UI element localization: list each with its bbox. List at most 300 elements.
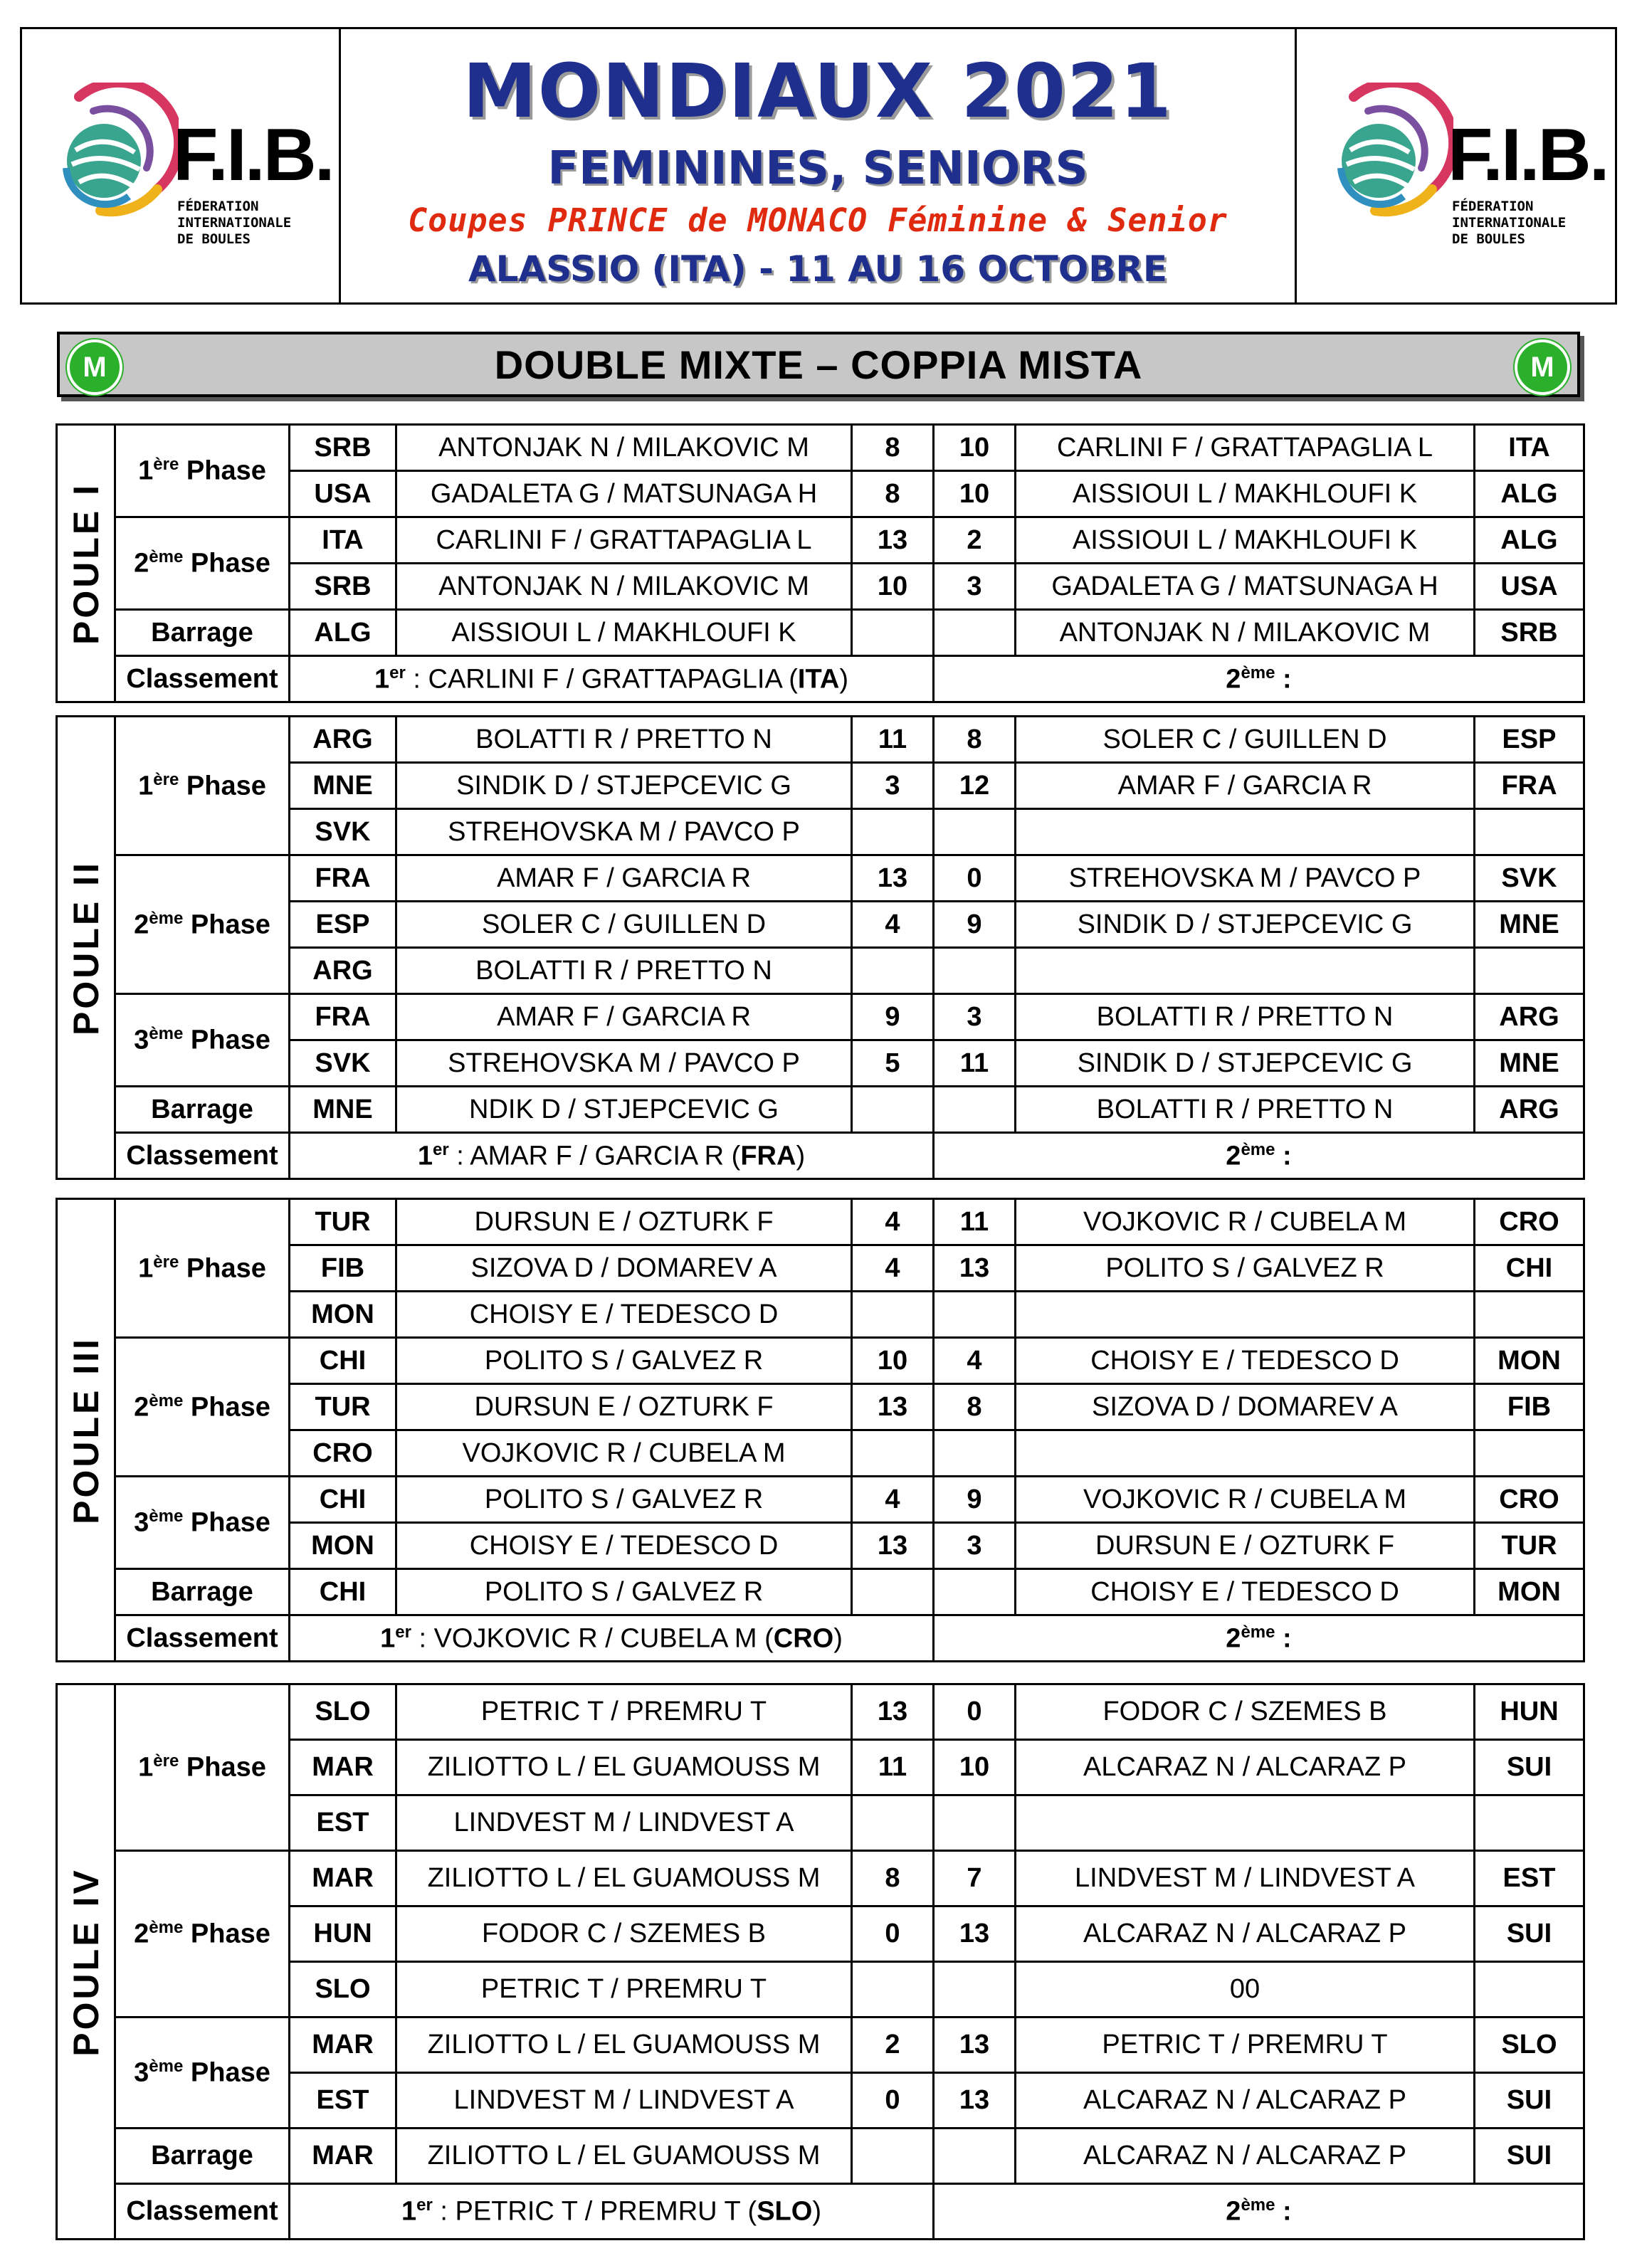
phase-number: 3 [134,2057,149,2088]
team-name-1: PETRIC T / PREMRU T [396,1684,852,1740]
score-1: 4 [852,1245,934,1292]
country-code-2: FIB [1475,1384,1584,1430]
match-row [57,1087,1584,1133]
country-code-1: CRO [290,1430,396,1477]
country-code-2: CHI [1475,1245,1584,1292]
team-name-2 [1016,948,1475,994]
team-name-1: BOLATTI R / PRETTO N [396,948,852,994]
fib-logo-right [1295,29,1615,302]
match-row [57,994,1584,1040]
first-team: : VOJKOVIC R / CUBELA M ( [411,1623,774,1654]
country-code-1: FRA [290,994,396,1040]
score-2 [934,1292,1016,1338]
country-code-2: SVK [1475,855,1584,902]
team-name-2: CHOISY E / TEDESCO D [1016,1569,1475,1615]
country-code-2 [1475,1430,1584,1477]
classement-second [934,2184,1584,2240]
cups-title: Coupes PRINCE de MONACO Féminine & Senior [408,201,1228,239]
score-1: 4 [852,902,934,948]
team-name-1: GADALETA G / MATSUNAGA H [396,471,852,517]
score-2 [934,1569,1016,1615]
first-team: : CARLINI F / GRATTAPAGLIA ( [405,664,798,695]
federation-name: FÉDERATION INTERNATIONALE DE BOULES [1452,199,1567,247]
match-row [57,1199,1584,1245]
team-name-2: CHOISY E / TEDESCO D [1016,1338,1475,1384]
phase-number: 2 [134,909,149,940]
country-code-1: MON [290,1523,396,1569]
score-2 [934,610,1016,656]
team-name-2 [1016,1292,1475,1338]
team-name-1: BOLATTI R / PRETTO N [396,717,852,763]
team-name-2: AISSIOUI L / MAKHLOUFI K [1016,517,1475,564]
phase-suffix: ème [149,1024,184,1044]
country-code-1: EST [290,2073,396,2129]
team-name-2: VOJKOVIC R / CUBELA M [1016,1199,1475,1245]
score-1: 13 [852,517,934,564]
section-banner [57,332,1580,397]
score-1: 13 [852,1684,934,1740]
phase-number: 3 [134,1507,149,1538]
first-ordinal: 1 [401,2196,417,2227]
country-code-1: HUN [290,1906,396,1962]
phase-label [115,2018,290,2129]
phase-label [115,855,290,994]
first-close: ) [796,1141,806,1171]
team-name-1: AISSIOUI L / MAKHLOUFI K [396,610,852,656]
team-name-1: ZILIOTTO L / EL GUAMOUSS M [396,1851,852,1906]
team-name-1: DURSUN E / OZTURK F [396,1199,852,1245]
team-name-2: AISSIOUI L / MAKHLOUFI K [1016,471,1475,517]
score-1: 3 [852,763,934,809]
header-titles [341,29,1295,302]
first-suffix: er [416,2195,433,2215]
team-name-2: SINDIK D / STJEPCEVIC G [1016,1040,1475,1087]
score-1: 13 [852,855,934,902]
match-row [57,1338,1584,1384]
score-1: 11 [852,1740,934,1795]
first-ordinal: 1 [374,664,390,695]
team-name-1: POLITO S / GALVEZ R [396,1477,852,1523]
team-name-2: ALCARAZ N / ALCARAZ P [1016,1906,1475,1962]
team-name-1: VOJKOVIC R / CUBELA M [396,1430,852,1477]
match-row [57,1684,1584,1740]
team-name-2: 00 [1016,1962,1475,2018]
first-team: : PETRIC T / PREMRU T ( [432,2196,757,2227]
country-code-1: FIB [290,1245,396,1292]
second-team: : [1275,2196,1292,2227]
poule-name [57,1684,115,2240]
team-name-1: AMAR F / GARCIA R [396,994,852,1040]
score-2 [934,1962,1016,2018]
team-name-1: ANTONJAK N / MILAKOVIC M [396,564,852,610]
match-row [57,2129,1584,2184]
barrage-label: Barrage [115,1569,290,1615]
score-2: 8 [934,1384,1016,1430]
score-2: 4 [934,1338,1016,1384]
phase-label [115,1684,290,1851]
phase-label [115,717,290,855]
phase-number: 3 [134,1025,149,1055]
phase-word: Phase [190,1919,270,1949]
phase-suffix: ème [149,2057,184,2077]
country-code-2 [1475,1292,1584,1338]
country-code-1: SVK [290,1040,396,1087]
score-1: 10 [852,1338,934,1384]
team-name-2: GADALETA G / MATSUNAGA H [1016,564,1475,610]
country-code-2: FRA [1475,763,1584,809]
score-2: 8 [934,717,1016,763]
score-1: 8 [852,471,934,517]
mixte-badge-right: M [1515,339,1570,395]
country-code-1: EST [290,1795,396,1851]
country-code-2: CRO [1475,1477,1584,1523]
team-name-1: FODOR C / SZEMES B [396,1906,852,1962]
country-code-2: SUI [1475,1740,1584,1795]
country-code-1: MAR [290,1740,396,1795]
phase-word: Phase [186,455,266,486]
poule-name-label: POULE II [65,860,106,1035]
team-name-2: BOLATTI R / PRETTO N [1016,994,1475,1040]
team-name-2: ALCARAZ N / ALCARAZ P [1016,2073,1475,2129]
second-team: : [1275,664,1292,695]
team-name-1: ZILIOTTO L / EL GUAMOUSS M [396,2018,852,2073]
team-name-2: SINDIK D / STJEPCEVIC G [1016,902,1475,948]
score-1: 8 [852,425,934,471]
team-name-2: STREHOVSKA M / PAVCO P [1016,855,1475,902]
score-2: 7 [934,1851,1016,1906]
country-code-1: SRB [290,564,396,610]
poule-name [57,425,115,702]
country-code-1: MNE [290,763,396,809]
classement-label: Classement [115,1133,290,1179]
country-code-1: ITA [290,517,396,564]
team-name-2: VOJKOVIC R / CUBELA M [1016,1477,1475,1523]
country-code-2: SRB [1475,610,1584,656]
phase-label [115,1477,290,1569]
match-row [57,717,1584,763]
score-1 [852,948,934,994]
team-name-2: AMAR F / GARCIA R [1016,763,1475,809]
country-code-1: CHI [290,1477,396,1523]
team-name-1: NDIK D / STJEPCEVIC G [396,1087,852,1133]
score-2: 11 [934,1199,1016,1245]
score-1 [852,1569,934,1615]
classement-label: Classement [115,1615,290,1662]
classement-row [57,656,1584,702]
fib-logo-text: F.I.B. [173,114,333,196]
phase-word: Phase [190,1392,270,1423]
event-location: ALASSIO (ITA) - 11 AU 16 OCTOBRE [468,248,1168,290]
country-code-1: SRB [290,425,396,471]
phase-number: 2 [134,1392,149,1423]
score-2: 10 [934,1740,1016,1795]
poule-name-label: POULE III [65,1336,106,1524]
barrage-label: Barrage [115,1087,290,1133]
phase-label [115,425,290,517]
country-code-2: SLO [1475,2018,1584,2073]
match-row [57,1569,1584,1615]
score-1 [852,2129,934,2184]
phase-suffix: ère [153,1252,179,1272]
first-suffix: er [433,1139,449,1159]
score-2: 13 [934,2073,1016,2129]
team-name-1: STREHOVSKA M / PAVCO P [396,1040,852,1087]
score-2: 2 [934,517,1016,564]
team-name-2: ANTONJAK N / MILAKOVIC M [1016,610,1475,656]
second-suffix: ème [1241,663,1275,682]
team-name-2: BOLATTI R / PRETTO N [1016,1087,1475,1133]
country-code-2 [1475,1962,1584,2018]
phase-label [115,1851,290,2018]
team-name-1: AMAR F / GARCIA R [396,855,852,902]
score-1: 8 [852,1851,934,1906]
fib-logo-left [22,29,341,302]
score-1: 10 [852,564,934,610]
first-close: ) [812,2196,821,2227]
classement-first [290,1133,934,1179]
country-code-2: MON [1475,1338,1584,1384]
fib-emblem-icon [51,83,179,218]
phase-word: Phase [190,2057,270,2088]
team-name-2: POLITO S / GALVEZ R [1016,1245,1475,1292]
score-2: 12 [934,763,1016,809]
score-1 [852,1962,934,2018]
team-name-1: CHOISY E / TEDESCO D [396,1523,852,1569]
first-suffix: er [395,1622,411,1642]
team-name-1: ANTONJAK N / MILAKOVIC M [396,425,852,471]
score-1: 9 [852,994,934,1040]
score-2 [934,809,1016,855]
country-code-2: MNE [1475,902,1584,948]
score-2 [934,1087,1016,1133]
match-row [57,1477,1584,1523]
team-name-1: ZILIOTTO L / EL GUAMOUSS M [396,1740,852,1795]
team-name-2: LINDVEST M / LINDVEST A [1016,1851,1475,1906]
country-code-2 [1475,1795,1584,1851]
classement-label: Classement [115,2184,290,2240]
country-code-2: CRO [1475,1199,1584,1245]
classement-row [57,1615,1584,1662]
country-code-2: ALG [1475,471,1584,517]
first-country: SLO [757,2196,813,2227]
score-2 [934,1430,1016,1477]
poule-name-label: POULE IV [65,1867,106,2057]
classement-first [290,2184,934,2240]
country-code-1: CHI [290,1338,396,1384]
classement-label: Classement [115,656,290,702]
team-name-2: DURSUN E / OZTURK F [1016,1523,1475,1569]
fib-logo-text: F.I.B. [1448,114,1608,196]
phase-suffix: ère [153,1751,179,1771]
federation-name: FÉDERATION INTERNATIONALE DE BOULES [177,199,292,247]
classement-second [934,1615,1584,1662]
country-code-2: MNE [1475,1040,1584,1087]
team-name-2 [1016,1795,1475,1851]
team-name-2: SOLER C / GUILLEN D [1016,717,1475,763]
phase-suffix: ème [149,908,184,928]
team-name-1: SOLER C / GUILLEN D [396,902,852,948]
country-code-2: ARG [1475,994,1584,1040]
phase-suffix: ère [153,455,179,475]
team-name-2: ALCARAZ N / ALCARAZ P [1016,1740,1475,1795]
country-code-2 [1475,948,1584,994]
first-ordinal: 1 [417,1141,433,1171]
score-2: 0 [934,1684,1016,1740]
second-ordinal: 2 [1226,664,1241,695]
second-ordinal: 2 [1226,2196,1241,2227]
team-name-2: ALCARAZ N / ALCARAZ P [1016,2129,1475,2184]
document-header [20,27,1617,305]
team-name-1: STREHOVSKA M / PAVCO P [396,809,852,855]
country-code-1: SVK [290,809,396,855]
score-1: 13 [852,1523,934,1569]
phase-word: Phase [190,1507,270,1538]
score-1 [852,610,934,656]
second-team: : [1275,1141,1292,1171]
team-name-1: PETRIC T / PREMRU T [396,1962,852,2018]
team-name-1: POLITO S / GALVEZ R [396,1338,852,1384]
team-name-2: FODOR C / SZEMES B [1016,1684,1475,1740]
phase-label [115,994,290,1087]
score-1: 5 [852,1040,934,1087]
classement-first [290,656,934,702]
phase-word: Phase [186,1253,266,1284]
score-1: 0 [852,2073,934,2129]
phase-suffix: ème [149,1391,184,1410]
phase-number: 1 [138,1752,154,1783]
country-code-2: ARG [1475,1087,1584,1133]
first-suffix: er [389,663,406,682]
phase-word: Phase [190,548,270,579]
team-name-2 [1016,1430,1475,1477]
first-country: ITA [797,664,840,695]
fib-emblem-icon [1325,83,1453,218]
country-code-2: ALG [1475,517,1584,564]
country-code-2: ESP [1475,717,1584,763]
score-2: 10 [934,471,1016,517]
page-subtitle: FEMININES, SENIORS [547,142,1088,195]
first-close: ) [839,664,848,695]
country-code-2: SUI [1475,2073,1584,2129]
phase-suffix: ème [149,1918,184,1938]
score-2: 9 [934,902,1016,948]
phase-number: 1 [138,1253,154,1284]
score-2: 3 [934,1523,1016,1569]
country-code-1: MAR [290,2018,396,2073]
country-code-1: ARG [290,717,396,763]
classement-second [934,1133,1584,1179]
score-2 [934,948,1016,994]
team-name-2 [1016,809,1475,855]
phase-word: Phase [190,909,270,940]
country-code-2: TUR [1475,1523,1584,1569]
country-code-2: SUI [1475,2129,1584,2184]
match-row [57,425,1584,471]
country-code-1: MAR [290,1851,396,1906]
second-suffix: ème [1241,1139,1275,1159]
poule-table [56,715,1585,1180]
score-2: 0 [934,855,1016,902]
score-2: 10 [934,425,1016,471]
score-2: 13 [934,1906,1016,1962]
team-name-1: SINDIK D / STJEPCEVIC G [396,763,852,809]
barrage-label: Barrage [115,610,290,656]
barrage-label: Barrage [115,2129,290,2184]
country-code-2: HUN [1475,1684,1584,1740]
classement-first [290,1615,934,1662]
phase-suffix: ère [153,769,179,789]
phase-word: Phase [186,771,266,801]
score-1 [852,809,934,855]
country-code-2: EST [1475,1851,1584,1906]
score-1: 4 [852,1199,934,1245]
phase-label [115,1199,290,1338]
team-name-1: CHOISY E / TEDESCO D [396,1292,852,1338]
second-suffix: ème [1241,1622,1275,1642]
country-code-1: CHI [290,1569,396,1615]
country-code-1: SLO [290,1684,396,1740]
phase-word: Phase [186,1752,266,1783]
poule-name [57,717,115,1179]
score-1 [852,1795,934,1851]
classement-row [57,1133,1584,1179]
team-name-1: ZILIOTTO L / EL GUAMOUSS M [396,2129,852,2184]
phase-number: 2 [134,548,149,579]
phase-word: Phase [190,1025,270,1055]
classement-row [57,2184,1584,2240]
second-suffix: ème [1241,2195,1275,2215]
score-1: 11 [852,717,934,763]
country-code-1: ARG [290,948,396,994]
poule-name-label: POULE I [65,482,106,645]
country-code-1: MAR [290,2129,396,2184]
match-row [57,610,1584,656]
page-title: MONDIAUX 2021 [463,48,1173,135]
poule-name [57,1199,115,1662]
first-team: : AMAR F / GARCIA R ( [448,1141,741,1171]
country-code-1: TUR [290,1199,396,1245]
second-team: : [1275,1623,1292,1654]
country-code-2: MON [1475,1569,1584,1615]
section-title: DOUBLE MIXTE – COPPIA MISTA [494,342,1143,387]
country-code-2: SUI [1475,1906,1584,1962]
score-2 [934,1795,1016,1851]
classement-second [934,656,1584,702]
phase-number: 1 [138,771,154,801]
poule-table [56,423,1585,703]
score-1: 13 [852,1384,934,1430]
poule-table [56,1198,1585,1662]
country-code-1: TUR [290,1384,396,1430]
score-2: 11 [934,1040,1016,1087]
phase-number: 1 [138,455,154,486]
country-code-1: MNE [290,1087,396,1133]
phase-number: 2 [134,1919,149,1949]
country-code-1: MON [290,1292,396,1338]
country-code-1: SLO [290,1962,396,2018]
team-name-1: POLITO S / GALVEZ R [396,1569,852,1615]
match-row [57,1851,1584,1906]
score-2: 9 [934,1477,1016,1523]
score-2: 13 [934,1245,1016,1292]
team-name-1: LINDVEST M / LINDVEST A [396,1795,852,1851]
country-code-2 [1475,809,1584,855]
first-country: CRO [773,1623,834,1654]
team-name-1: SIZOVA D / DOMAREV A [396,1245,852,1292]
match-row [57,855,1584,902]
country-code-1: ALG [290,610,396,656]
phase-label [115,517,290,610]
